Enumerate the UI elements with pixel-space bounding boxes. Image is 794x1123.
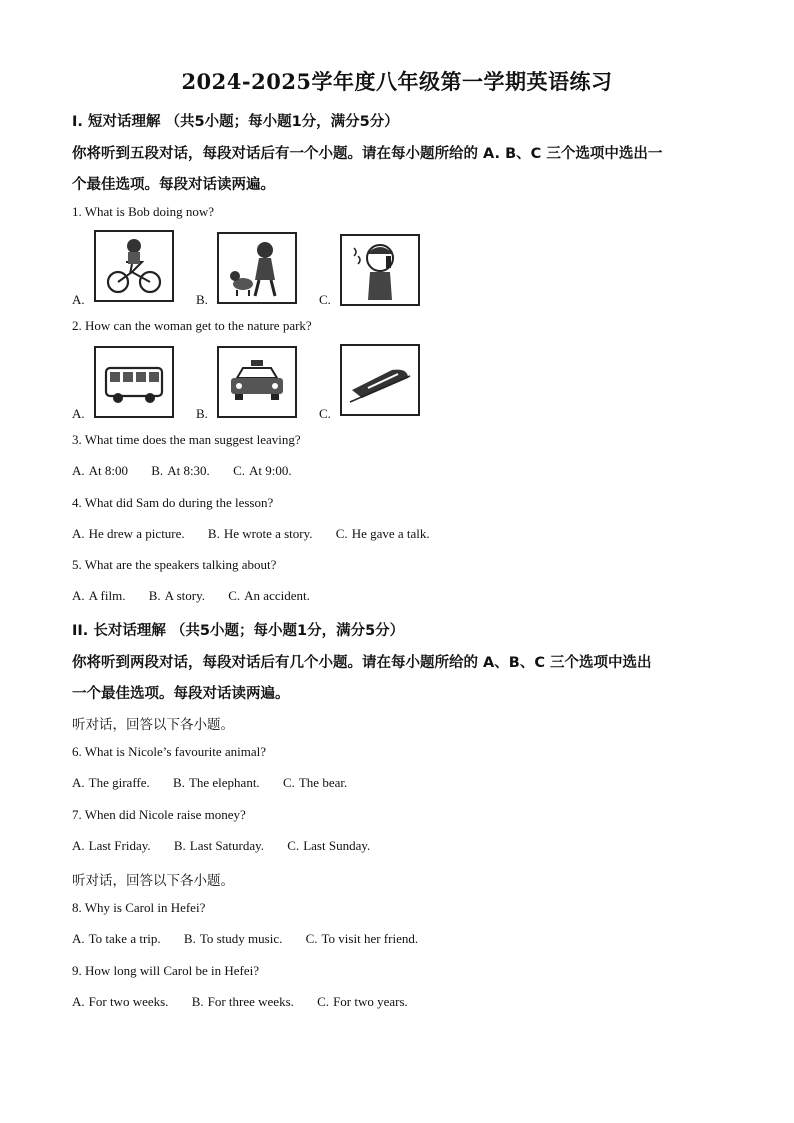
- dog-walker-picture: [217, 232, 297, 304]
- q7-options: [72, 838, 390, 854]
- q3-option-a[interactable]: A. At 8:00: [72, 463, 129, 478]
- q4-option-a[interactable]: A. He drew a picture.: [72, 526, 185, 541]
- section1-instruction-line1: 你将听到五段对话，每段对话后有一个小题。请在每小题所给的 A. B、C 三个选项中选出一: [72, 146, 663, 162]
- q4-question: 4. What did Sam do during the lesson?: [72, 495, 274, 510]
- q8-option-b[interactable]: B. To study music.: [183, 931, 283, 946]
- q6-options: [72, 775, 367, 791]
- boy-walking-dog-icon: [219, 234, 295, 302]
- q3-options: [72, 463, 312, 479]
- q7-option-a[interactable]: A. Last Friday.: [72, 838, 151, 853]
- section1-heading: I. 短对话理解 （共5小题；每小题1分，满分5分）: [72, 114, 399, 130]
- q6-option-a[interactable]: A. The giraffe.: [72, 775, 150, 790]
- q2-option-b-label: B.: [196, 406, 208, 421]
- q3-option-c[interactable]: C. At 9:00.: [233, 463, 292, 478]
- section2-instruction-line1: 你将听到两段对话，每段对话后有几个小题。请在每小题所给的 A、B、C 三个选项中选出: [72, 655, 652, 671]
- q2-picture-options: [72, 342, 472, 422]
- q1-picture-options: [72, 228, 472, 308]
- high-speed-train-icon: [342, 346, 418, 414]
- q9-question: 9. How long will Carol be in Hefei?: [72, 963, 260, 978]
- q5-options: [72, 588, 330, 604]
- q7-question: 7. When did Nicole raise money?: [72, 807, 246, 822]
- q8-option-c[interactable]: C. To visit her friend.: [305, 931, 419, 946]
- taxi-picture: [217, 346, 297, 418]
- listen-note-2: 听对话，回答以下各小题。: [72, 873, 234, 889]
- q1-option-b-label: B.: [196, 292, 208, 307]
- q9-option-c[interactable]: C. For two years.: [317, 994, 408, 1009]
- section2-instruction-line2: 一个最佳选项。每段对话读两遍。: [72, 686, 290, 702]
- section1-instruction-line2: 个最佳选项。每段对话读两遍。: [72, 177, 275, 193]
- bus-icon: [96, 348, 172, 416]
- boy-riding-bicycle-icon: [96, 232, 172, 300]
- q1-option-c-label: C.: [319, 292, 331, 307]
- q7-option-c[interactable]: C. Last Sunday.: [287, 838, 371, 853]
- q7-option-b[interactable]: B. Last Saturday.: [173, 838, 265, 853]
- q5-option-a[interactable]: A. A film.: [72, 588, 126, 603]
- listen-note-1: 听对话，回答以下各小题。: [72, 717, 234, 733]
- q1-option-a-label: A.: [72, 292, 85, 307]
- q6-option-b[interactable]: B. The elephant.: [173, 775, 260, 790]
- q9-options: [72, 994, 428, 1010]
- phone-caller-picture: [340, 234, 420, 306]
- q3-option-b[interactable]: B. At 8:30.: [151, 463, 210, 478]
- q6-option-c[interactable]: C. The bear.: [282, 775, 348, 790]
- q2-option-c-label: C.: [319, 406, 331, 421]
- q4-options: [72, 526, 450, 542]
- q6-question: 6. What is Nicole’s favourite animal?: [72, 744, 266, 759]
- bus-picture: [94, 346, 174, 418]
- section2-heading: II. 长对话理解 （共5小题；每小题1分，满分5分）: [72, 623, 405, 639]
- q2-option-a-label: A.: [72, 406, 85, 421]
- q5-option-b[interactable]: B. A story.: [148, 588, 205, 603]
- bicycle-rider-picture: [94, 230, 174, 302]
- q3-question: 3. What time does the man suggest leaving?: [72, 432, 301, 447]
- q9-option-b[interactable]: B. For three weeks.: [191, 994, 294, 1009]
- boy-talking-on-phone-icon: [342, 236, 418, 304]
- q5-question: 5. What are the speakers talking about?: [72, 557, 277, 572]
- taxi-icon: [219, 348, 295, 416]
- q8-question: 8. Why is Carol in Hefei?: [72, 900, 206, 915]
- q4-option-b[interactable]: B. He wrote a story.: [207, 526, 313, 541]
- train-picture: [340, 344, 420, 416]
- q8-options: [72, 931, 438, 947]
- q8-option-a[interactable]: A. To take a trip.: [72, 931, 161, 946]
- page-title: 2024-2025学年度八年级第一学期英语练习: [181, 69, 613, 94]
- q5-option-c[interactable]: C. An accident.: [228, 588, 310, 603]
- q4-option-c[interactable]: C. He gave a talk.: [335, 526, 430, 541]
- q1-question: 1. What is Bob doing now?: [72, 204, 215, 219]
- q9-option-a[interactable]: A. For two weeks.: [72, 994, 169, 1009]
- q2-question: 2. How can the woman get to the nature park?: [72, 318, 312, 333]
